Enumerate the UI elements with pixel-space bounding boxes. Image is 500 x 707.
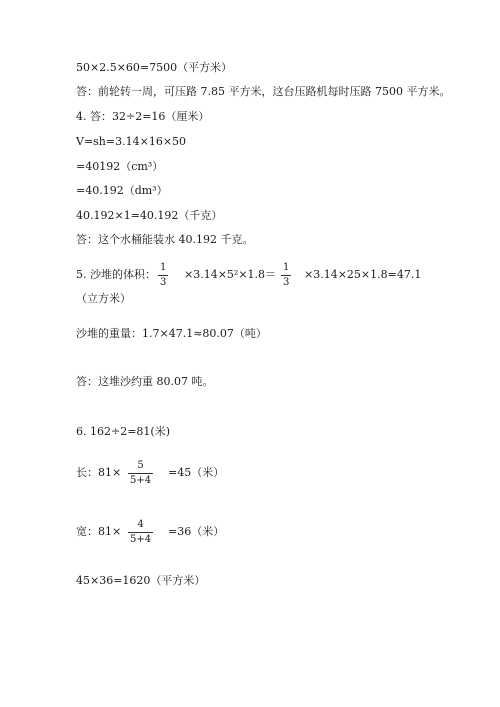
fraction-numerator: 4	[137, 519, 144, 530]
fraction-bar	[281, 275, 291, 276]
sand-weight-line: 沙堆的重量：1.7×47.1≈80.07（吨）	[76, 327, 267, 340]
fraction-one-third-b	[281, 262, 291, 289]
fraction-denominator: 3	[160, 277, 167, 288]
fraction-five-ninths	[128, 460, 153, 487]
mass-calculation-line: 40.192×1=40.192（千克）	[76, 209, 223, 222]
cone-volume-expression: ×3.14×5²×1.8＝	[184, 268, 277, 281]
fraction-denominator: 5+4	[130, 475, 152, 486]
question-4-line: 4. 答：32÷2=16（厘米）	[76, 110, 210, 123]
answer-4-line: 答：这个水桶能装水 40.192 千克。	[76, 233, 254, 246]
answer-5-line: 答：这堆沙约重 80.07 吨。	[76, 375, 214, 388]
width-result: =36（米）	[168, 525, 225, 538]
area-calculation-line: 50×2.5×60=7500（平方米）	[76, 61, 233, 74]
fraction-numerator: 5	[137, 460, 144, 471]
answer-3-line: 答：前轮转一周，可压路 7.85 平方米，这台压路机每时压路 7500 平方米。	[76, 85, 451, 98]
fraction-four-ninths	[128, 519, 153, 546]
fraction-numerator: 1	[283, 262, 290, 273]
volume-unit-line: （立方米）	[76, 292, 131, 305]
volume-dm3-line: =40.192（dm³）	[76, 184, 168, 197]
cone-volume-result: ×3.14×25×1.8=47.1	[304, 268, 422, 281]
fraction-denominator: 5+4	[130, 534, 152, 545]
fraction-bar	[128, 532, 153, 533]
fraction-one-third-a	[158, 262, 168, 289]
fraction-denominator: 3	[283, 277, 290, 288]
length-result: =45（米）	[168, 466, 225, 479]
fraction-numerator: 1	[160, 262, 167, 273]
volume-cm3-line: =40192（cm³）	[76, 160, 164, 173]
question-6-line: 6. 162÷2=81(米)	[76, 425, 170, 438]
volume-formula-line: V=sh=3.14×16×50	[76, 135, 187, 148]
question-5-label: 5. 沙堆的体积：	[76, 268, 156, 281]
length-label: 长：81×	[76, 466, 122, 479]
fraction-bar	[158, 275, 168, 276]
width-label: 宽：81×	[76, 525, 122, 538]
field-area-line: 45×36=1620（平方米）	[76, 574, 206, 587]
fraction-bar	[128, 473, 153, 474]
